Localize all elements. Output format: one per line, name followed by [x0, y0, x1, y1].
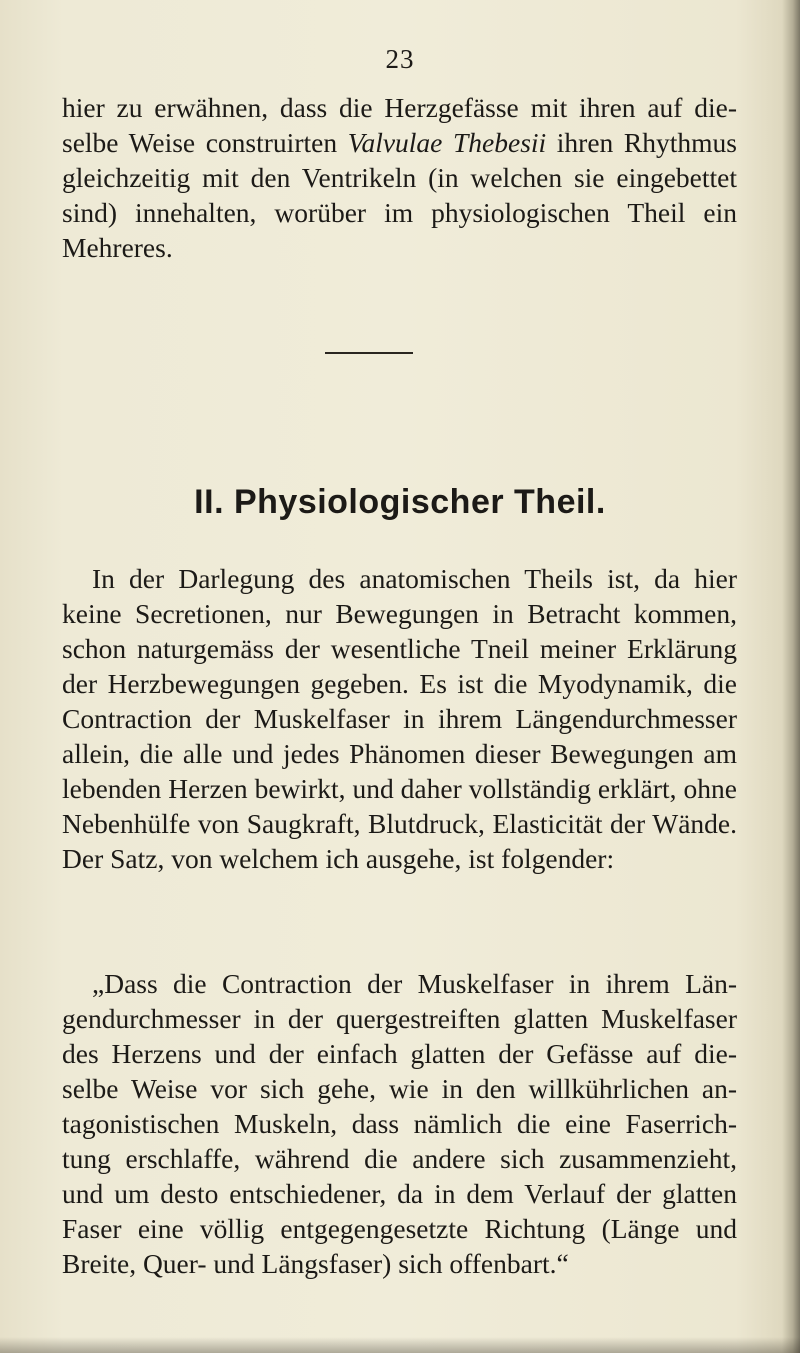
text-line: gleichzeitig mit den Ventrikeln (in welchen sie eingebettet — [62, 162, 737, 193]
text-line: hier zu erwähnen, dass die Herzgefässe mit ihren auf die- — [62, 92, 737, 123]
text-line: tagonistischen Muskeln, dass nämlich die eine Faserrich- — [62, 1108, 737, 1139]
text-line: Mehreres. — [62, 232, 173, 263]
text-line: „Dass die Contraction der Muskelfaser in ihrem Län- — [92, 968, 737, 999]
latin-term: Valvulae Thebesii — [347, 127, 547, 158]
text-line: In der Darlegung des anatomischen Theils ist, da hier — [92, 563, 737, 594]
text-line: Contraction der Muskelfaser in ihrem Längendurchmesser — [62, 703, 737, 734]
text-line: tung erschlaffe, während die andere sich zusammenzieht, — [62, 1143, 737, 1174]
page-bottom-edge — [0, 1337, 800, 1353]
text-line — [62, 125, 737, 160]
page-number: 23 — [385, 44, 415, 74]
text-line: allein, die alle und jedes Phänomen dieser Bewegungen am — [62, 738, 737, 769]
section-divider — [325, 352, 413, 354]
body-paragraph — [62, 561, 737, 876]
text-line: gendurchmesser in der quergestreiften glatten Muskelfaser — [62, 1003, 737, 1034]
text-segment: ihren Rhythmus — [546, 127, 737, 158]
text-segment: selbe Weise construirten — [62, 127, 348, 158]
text-line: keine Secretionen, nur Bewegungen in Betracht kommen, — [62, 598, 737, 629]
text-line: und um desto entschiedener, da in dem Verlauf der glatten — [62, 1178, 737, 1209]
text-line: der Herzbewegungen gegeben. Es ist die Myodynamik, die — [62, 668, 737, 699]
text-line: Der Satz, von welchem ich ausgehe, ist folgender: — [62, 843, 615, 874]
text-line: selbe Weise vor sich gehe, wie in den willkührlichen an- — [62, 1073, 737, 1104]
intro-paragraph — [62, 90, 737, 265]
text-line: lebenden Herzen bewirkt, und daher vollständig erklärt, ohne — [62, 773, 737, 804]
section-heading: II. Physiologischer Theil. — [194, 483, 606, 521]
text-line: des Herzens und der einfach glatten der Gefässe auf die- — [62, 1038, 737, 1069]
text-line: Nebenhülfe von Saugkraft, Blutdruck, Elasticität der Wände. — [62, 808, 737, 839]
text-line: sind) innehalten, worüber im physiologischen Theil ein — [62, 197, 737, 228]
text-line: Faser eine völlig entgegengesetzte Richtung (Länge und — [62, 1213, 737, 1244]
text-line: schon naturgemäss der wesentliche Tneil meiner Erklärung — [62, 633, 737, 664]
quote-paragraph — [62, 966, 737, 1281]
binding-shadow — [782, 0, 800, 1353]
text-line: Breite, Quer- und Längsfaser) sich offenbart.“ — [62, 1248, 569, 1279]
